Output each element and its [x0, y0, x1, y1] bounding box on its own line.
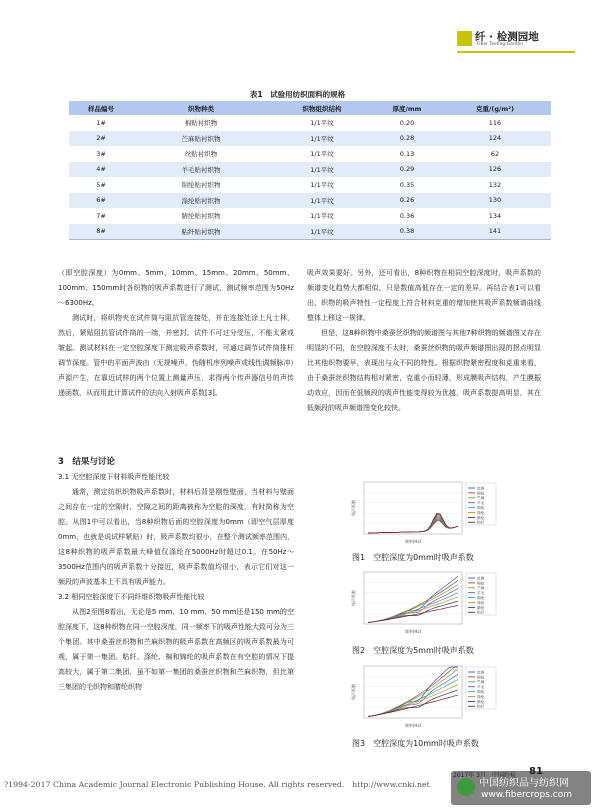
- watermark-logo-icon: [457, 778, 475, 796]
- legend-label: 棉贴: [477, 675, 485, 680]
- legend-label: 腈纶: [477, 515, 485, 520]
- legend-label: 羊毛: [477, 501, 485, 506]
- table-header-row: [69, 101, 551, 115]
- table-cell: 1/1平纹: [310, 150, 334, 159]
- table-cell: 1/1平纹: [269, 162, 375, 178]
- table-header-cell: 样品编号: [69, 101, 133, 115]
- body-paragraph: 吸声效果要好。另外，还可看出，8种织物在相同空腔深度时，吸声系数的频谱变化趋势大都相似，只是数值高低存在一定的差异。再结合表1可以看出，织物的吸声特性一定程度上符合材料克重的增加使其吸声系数频谱曲线整体上移这一规律。: [307, 269, 541, 322]
- table-cell: 腈纶贴衬织物: [181, 212, 221, 221]
- table-cell: 0.20: [399, 118, 415, 127]
- table-cell: 0.13: [399, 149, 415, 158]
- table-cell: 116: [488, 118, 502, 127]
- absorption-chart: [350, 568, 498, 636]
- section-heading: 3 结果与讨论: [58, 457, 115, 467]
- table-cell: 5#: [96, 180, 106, 189]
- header-rule: [457, 51, 575, 53]
- legend-label: 丝绸: [477, 576, 485, 581]
- table-header-cell: 克重/(g/m²): [439, 101, 551, 115]
- legend-label: 苎麻: [477, 586, 485, 591]
- y-axis-label: 吸声系数: [351, 590, 356, 606]
- table-cell: 丝贴衬织物: [184, 150, 218, 159]
- body-paragraph: 但是，这8种织物中桑蚕丝织物的频谱图与其他7种织物的频谱图又存在明显的不同，在空腔深度不太时，桑蚕丝织物的吸声频谱图出现的拐点明显比其他织物要早，表现出与众不同的特性。根据织物紧密程度和克重来看，由于桑蚕丝织物结构相对紧密，克重小而轻薄，形成膜吸声结构，产生膜振动效应，因而在低频段的吸声性能变得较为优越，吸声系数提高明显，其在低频段的吸声频谱图变化较快。: [307, 329, 541, 412]
- legend-label: 涤纶: [477, 694, 485, 699]
- logo-square-icon: [457, 31, 472, 46]
- left-column: [58, 266, 294, 401]
- fabric-spec-table: [69, 101, 551, 240]
- plot-area: [364, 666, 462, 718]
- legend-label: 腈纶: [477, 605, 485, 610]
- table-cell: 7#: [96, 211, 106, 220]
- legend-label: 羊毛: [477, 591, 485, 596]
- table-cell: 0.29: [375, 162, 439, 178]
- absorption-chart: [350, 662, 498, 730]
- table-row: [69, 193, 551, 209]
- column-logo: [457, 30, 577, 50]
- figure-caption: 图3 空腔深度为10mm时吸声系数: [352, 739, 479, 748]
- legend-label: 苎麻: [477, 680, 485, 685]
- table-row: [69, 208, 551, 224]
- table-cell: 8#: [69, 224, 133, 240]
- legend-label: 锦纶: [477, 690, 485, 694]
- plot-area: [364, 572, 462, 624]
- table-cell: 0.36: [399, 211, 415, 220]
- watermark-url: www.fibercrops.com: [481, 790, 572, 800]
- subsection-heading: 3.1 无空腔深度下材料吸声性能比较: [58, 473, 170, 481]
- table-cell: 涤纶贴衬织物: [133, 193, 269, 209]
- table-cell: 130: [439, 193, 551, 209]
- figure-3-plot: [350, 662, 498, 730]
- table-cell: 141: [439, 224, 551, 240]
- legend-label: 丝绸: [477, 670, 485, 675]
- column-title: 纤 · 检测园地: [475, 31, 539, 43]
- x-axis-label: 频率(Hz): [404, 629, 422, 634]
- figure-1-plot: [350, 478, 498, 546]
- legend-label: 丝绸: [477, 486, 485, 491]
- table-cell: 苎麻贴衬织物: [133, 131, 269, 147]
- body-paragraph: 从图2至图8看出，无论是5 mm、10 mm、50 mm还是150 mm的空腔深度下，这8种织物在同一空腔深度，同一频率下的吸声性能大致可分为三个集团。其中桑蚕丝织物和苎麻织物的吸声系数在高频区的吸声系数最为可观，属于第一集团。粘纤、涤纶、棉和锦纶的吸声系数在有空腔的情况下提高较大，属于第二集团，虽不如第一集团的桑蚕丝织物和苎麻织物，但比第三集团的毛织物和腈纶织物: [58, 608, 294, 691]
- legend-label: 涤纶: [477, 600, 485, 605]
- legend-label: 腈纶: [477, 699, 485, 704]
- table-cell: 0.38: [375, 224, 439, 240]
- legend-label: 涤纶: [477, 510, 485, 515]
- table-header-cell: 织物种类: [133, 101, 269, 115]
- table-row: [69, 146, 551, 162]
- table-cell: 126: [439, 162, 551, 178]
- y-axis-label: 吸声系数: [351, 500, 356, 516]
- absorption-chart: [350, 478, 498, 546]
- table-cell: 132: [488, 180, 502, 189]
- y-axis-label: 吸声系数: [351, 684, 356, 700]
- legend-label: 羊毛: [477, 685, 485, 690]
- legend-label: 粘纤: [477, 704, 485, 709]
- table-cell: 3#: [96, 149, 106, 158]
- table-cell: 1/1平纹: [310, 119, 334, 128]
- table-row: [69, 224, 551, 240]
- x-axis-label: 频率(Hz): [404, 723, 422, 728]
- table-cell: 1/1平纹: [310, 212, 334, 221]
- column-subtitle: Fiber Testing Garden: [477, 42, 524, 47]
- legend-label: 苎麻: [477, 496, 485, 501]
- table-cell: 粘纤贴衬织物: [133, 224, 269, 240]
- table-cell: 0.35: [399, 180, 415, 189]
- table-header-cell: 厚度/mm: [375, 101, 439, 115]
- figure-2-plot: [350, 568, 498, 636]
- table-cell: 1/1平纹: [269, 193, 375, 209]
- left-column-section: [58, 454, 294, 695]
- watermark-text: 中国纺织品与纺织网: [479, 778, 569, 789]
- table-row: [69, 131, 551, 147]
- table-cell: 羊毛贴衬织物: [133, 162, 269, 178]
- right-column: [307, 266, 541, 416]
- table-cell: 134: [488, 211, 502, 220]
- legend-label: 棉贴: [477, 581, 485, 586]
- legend-label: 粘纤: [477, 520, 485, 525]
- site-watermark: [451, 771, 591, 805]
- legend-label: 锦纶: [477, 506, 485, 510]
- body-paragraph: 测试时，将织物夹在试件筒与阻抗管连接处，并在连接处涂上凡士林，然后，紧贴阻抗管试件筒的一端，并密封。试件不可过分受压，不能太紧或皱起。测试材料在一定空腔深度下测定吸声系数时，可通过调节试件筒推杆调节深度。管中的平面声波由（无规噪声，伪随机序列噪声或线性调频脉冲）声源产生，在靠近试样的两个位置上测量声压，求得两个传声器信号的声传递函数，从而用此计算试件的法向入射吸声系数[3]。: [58, 314, 294, 397]
- body-paragraph: 通常，测定纺织织物吸声系数时，材料后背是刚性壁面，当材料与壁面之间存在一定的空隙时，空隙之间的距离被称为空腔的深度，有时简称为空腔。从图1中可以看出，当8种织物后面的空腔深度为0mm（即空气层厚度0mm，也就是说试样紧贴）时，吸声系数均很小，在整个测试频率范围内，这8种织物的吸声系数最大峰值仅涤纶在5000Hz时超过0.1。在50Hz～3500Hz范围内的吸声系数十分接近，吸声系数值均很小，表示它们对这一频段的声波基本上不具有吸声能力。: [58, 488, 294, 586]
- table-cell: 1#: [96, 118, 106, 127]
- table-cell: 62: [490, 149, 500, 158]
- table-header-cell: 织物组织结构: [269, 101, 375, 115]
- table-cell: 124: [439, 131, 551, 147]
- figure-caption: 图2 空腔深度为5mm时吸声系数: [352, 646, 474, 655]
- legend-label: 棉贴: [477, 491, 485, 496]
- subsection-heading: 3.2 相同空腔深度下不同纤维织物吸声性能比较: [58, 593, 205, 601]
- table-cell: 1/1平纹: [269, 131, 375, 147]
- table-row: [69, 115, 551, 131]
- copyright-line: ?1994-2017 China Academic Journal Electronic Publishing House. All rights reserved. http://www.cnki.net: [4, 780, 430, 789]
- table-cell: 0.28: [375, 131, 439, 147]
- table-cell: 棉贴衬织物: [184, 119, 218, 128]
- table-cell: 4#: [69, 162, 133, 178]
- table-cell: 锦纶贴衬织物: [181, 181, 221, 190]
- table-cell: 0.26: [375, 193, 439, 209]
- x-axis-label: 频率(Hz): [404, 539, 422, 544]
- table-row: [69, 177, 551, 193]
- legend-label: 粘纤: [477, 610, 485, 615]
- table-cell: 6#: [69, 193, 133, 209]
- table-cell: 2#: [69, 131, 133, 147]
- table-cell: 1/1平纹: [310, 181, 334, 190]
- table-cell: 1/1平纹: [269, 224, 375, 240]
- figure-caption: 图1 空腔深度为0mm时吸声系数: [352, 553, 474, 562]
- table-caption: 表1 试验用纺织面料的规格: [249, 90, 346, 99]
- legend-label: 锦纶: [477, 596, 485, 600]
- body-paragraph: （即空腔深度）为0mm、5mm、10mm、15mm、20mm、50mm、100mm、150mm时各织物的吸声系数进行了测试，测试频率范围为50Hz～6300Hz。: [58, 269, 294, 307]
- table-row: [69, 162, 551, 178]
